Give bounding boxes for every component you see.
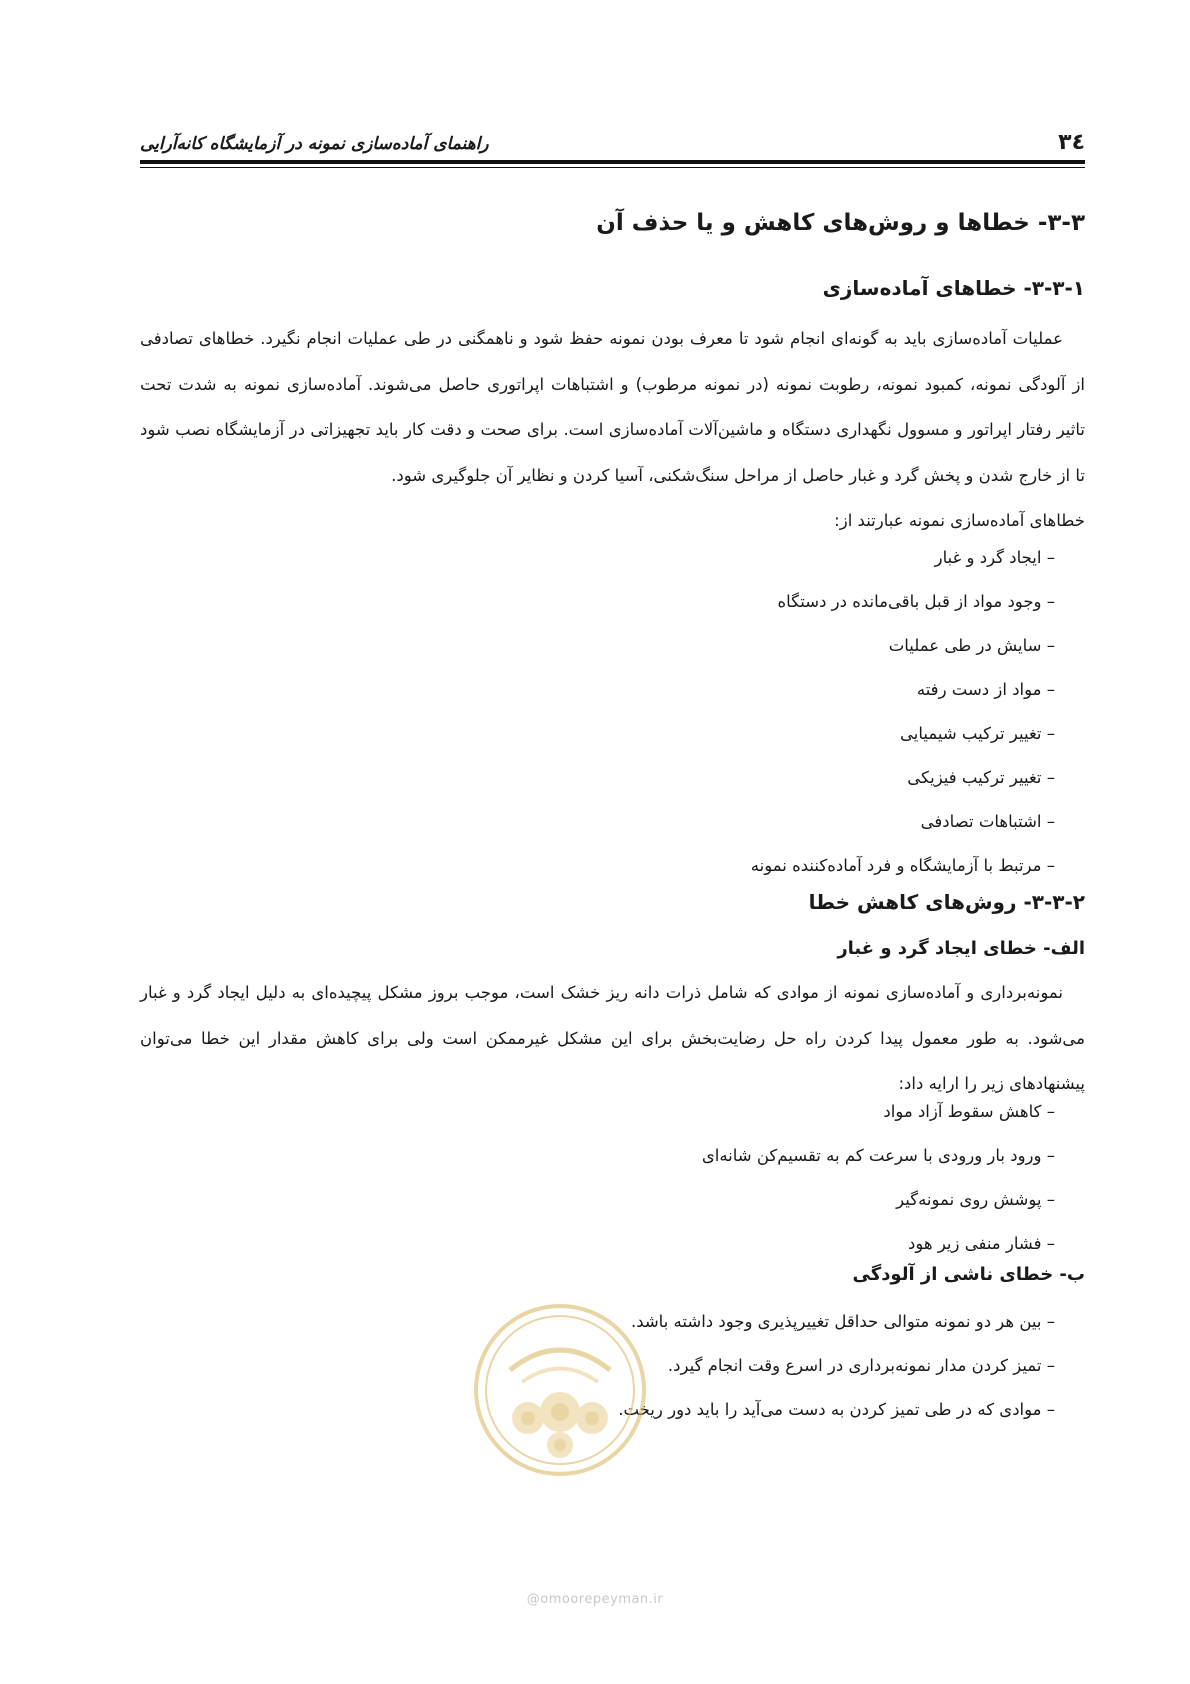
list-item: – تغییر ترکیب شیمیایی — [751, 712, 1055, 756]
contamination-list — [618, 1300, 1055, 1432]
list-item: – ایجاد گرد و غبار — [751, 536, 1055, 580]
list-item: – موادی که در طی تمیز کردن به دست می‌آید را باید دور ریخت. — [618, 1388, 1055, 1432]
dust-reduction-list — [702, 1090, 1055, 1266]
errors-list-intro: خطاهای آماده‌سازی نمونه عبارتند از: — [834, 511, 1085, 530]
list-item: – اشتباهات تصادفی — [751, 800, 1055, 844]
list-item: – بین هر دو نمونه متوالی حداقل تغییرپذیری وجود داشته باشد. — [618, 1300, 1055, 1344]
header-rule — [140, 160, 1085, 164]
running-title: راهنمای آماده‌سازی نمونه در آزمایشگاه کانه‌آرایی — [140, 134, 489, 154]
preparation-errors-list — [751, 536, 1055, 888]
list-item: – وجود مواد از قبل باقی‌مانده در دستگاه — [751, 580, 1055, 624]
subsection-1-title: ۳-۳-۱- خطاهای آماده‌سازی — [822, 276, 1085, 300]
list-item: – مرتبط با آزمایشگاه و فرد آماده‌کننده نمونه — [751, 844, 1055, 888]
list-item: – فشار منفی زیر هود — [702, 1222, 1055, 1266]
subsection-1-paragraph: عملیات آماده‌سازی باید به گونه‌ای انجام شود تا معرف بودن نمونه حفظ شود و ناهمگنی در طی عملیات انجام نگیرد. خطاهای تصادفی از آلودگی نمونه، کمبود نمونه، رطوبت نمونه (در نمونه مرطوب) و اشتباهات اپراتوری حاصل می‌شوند. آماده‌سازی نمونه به شدت تحت تاثیر رفتار اپراتور و مسوول نگهداری دستگاه و ماشین‌آلات آماده‌سازی است. برای صحت و دقت کار باید تجهیزاتی در آزمایشگاه نصب شود تا از خارج شدن و پخش گرد و غبار حاصل از مراحل سنگ‌شکنی، آسیا کردن و نظایر آن جلوگیری شود. — [140, 329, 1085, 485]
list-item: – پوشش روی نمونه‌گیر — [702, 1178, 1055, 1222]
page-number: ۳٤ — [1058, 130, 1085, 155]
watermark-url: @omoorepeyman.ir — [526, 1592, 664, 1607]
header-rule-thin — [140, 167, 1085, 168]
list-item: – سایش در طی عملیات — [751, 624, 1055, 668]
part-a-paragraph: نمونه‌برداری و آماده‌سازی نمونه از موادی که شامل ذرات دانه ریز خشک است، موجب بروز مشکل پیچیده‌ای به دلیل ایجاد گرد و غبار می‌شود. به طور معمول پیدا کردن راه حل رضایت‌بخش برای این مشکل غیرممکن است ولی برای کاهش مقدار این خطا می‌توان پیشنهادهای زیر را ارایه داد: — [140, 983, 1085, 1093]
subsection-2-title: ۳-۳-۲- روش‌های کاهش خطا — [808, 890, 1085, 914]
section-title: ۳-۳- خطاها و روش‌های کاهش و یا حذف آن — [596, 210, 1085, 236]
list-item: – ورود بار ورودی با سرعت کم به تقسیم‌کن شانه‌ای — [702, 1134, 1055, 1178]
running-header — [140, 122, 1085, 162]
list-item: – تغییر ترکیب فیزیکی — [751, 756, 1055, 800]
part-b-title: ب- خطای ناشی از آلودگی — [852, 1264, 1085, 1285]
list-item: – تمیز کردن مدار نمونه‌برداری در اسرع وقت انجام گیرد. — [618, 1344, 1055, 1388]
part-a-title: الف- خطای ایجاد گرد و غبار — [837, 938, 1085, 959]
watermark-seal-icon — [470, 1300, 650, 1480]
list-item: – کاهش سقوط آزاد مواد — [702, 1090, 1055, 1134]
list-item: – مواد از دست رفته — [751, 668, 1055, 712]
